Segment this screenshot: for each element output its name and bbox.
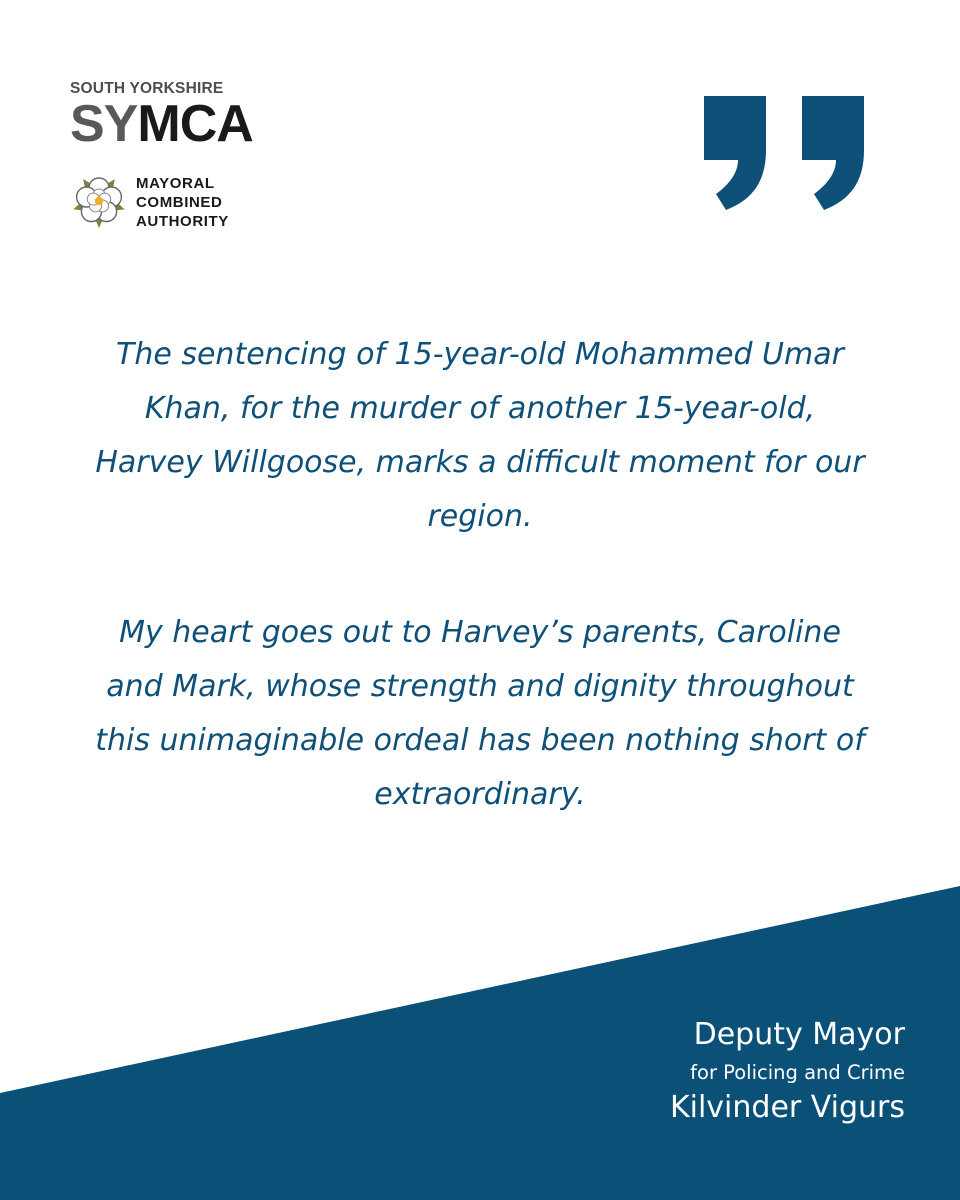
logo-region-text: SOUTH YORKSHIRE — [70, 80, 224, 97]
attribution-title: Deputy Mayor — [693, 1017, 905, 1052]
attribution-role: for Policing and Crime — [690, 1061, 905, 1084]
logo-line-combined: COMBINED — [136, 194, 223, 211]
attribution-block — [670, 1012, 905, 1128]
logo-line-mayoral: MAYORAL — [136, 175, 215, 192]
quote-paragraph-1: The sentencing of 15-year-old Mohammed Umar Khan, for the murder of another 15-year-old, Harvey Willgoose, marks a difficult moment for our region. — [95, 337, 865, 534]
logo-abbr-mca: MCA — [137, 95, 253, 153]
logo-line-authority: AUTHORITY — [136, 213, 229, 230]
attribution-name: Kilvinder Vigurs — [669, 1090, 905, 1125]
logo-abbr-sy: SY — [70, 95, 138, 153]
quote-paragraph-2: My heart goes out to Harvey’s parents, Caroline and Mark, whose strength and dignity throughout this unimaginable ordeal has been nothing short of extraordinary. — [95, 615, 865, 812]
